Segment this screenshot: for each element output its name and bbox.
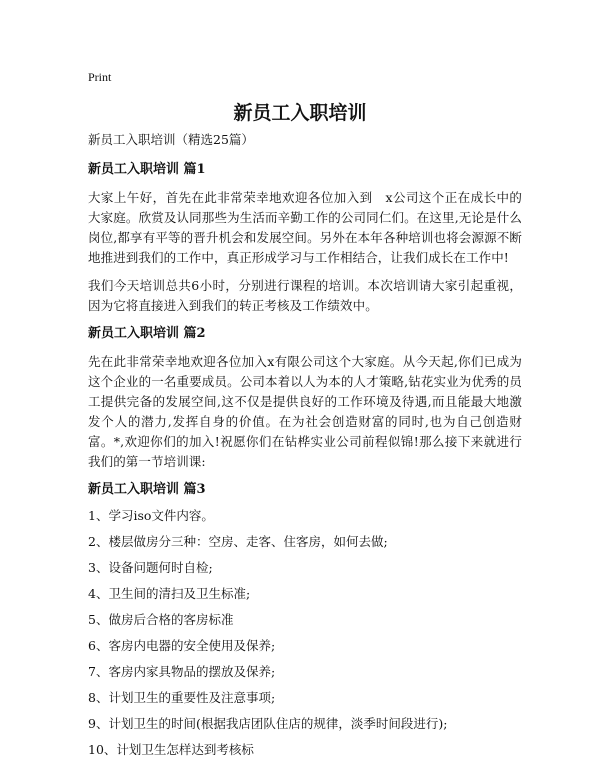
section-1-paragraph-2: 我们今天培训总共6小时，分别进行课程的培训。本次培训请大家引起重视，因为它将直接进入到我们的转正考核及工作绩效中。 xyxy=(88,278,522,313)
list-item: 2、楼层做房分三种：空房、走客、住客房，如何去做; xyxy=(88,534,388,549)
section-heading-1: 新员工入职培训 篇1 xyxy=(88,162,206,177)
print-link[interactable]: Print xyxy=(88,70,112,84)
list-item: 4、卫生间的清扫及卫生标准; xyxy=(88,586,251,601)
section-3-list xyxy=(88,508,522,758)
section-heading-3: 新员工入职培训 篇3 xyxy=(88,482,206,497)
list-item: 5、做房后合格的客房标准 xyxy=(88,612,234,627)
list-item: 6、客房内电器的安全使用及保养; xyxy=(88,638,276,653)
list-item: 9、计划卫生的时间(根据我店团队住店的规律，淡季时间段进行); xyxy=(88,716,448,731)
section-1-paragraph-1: 大家上午好，首先在此非常荣幸地欢迎各位加入到 x公司这个正在成长中的大家庭。欣赏及认同那些为生活而辛勤工作的公司同仁们。在这里,无论是什么岗位,都享有平等的晋升机会和发展空间。另外在本年各种培训也将会源源不断地推进到我们的工作中，真正形成学习与工作相结合，让我们成长在工作中! xyxy=(88,190,522,265)
article-body xyxy=(88,130,522,768)
section-2-paragraph-1: 先在此非常荣幸地欢迎各位加入x有限公司这个大家庭。从今天起,你们已成为这个企业的一名重要成员。公司本着以人为本的人才策略,钻花实业为优秀的员工提供完备的发展空间,这不仅是提供良好的工作环境及待遇,而且能最大地激发个人的潜力,发挥自身的价值。在为社会创造财富的同时,也为自己创造财富。*,欢迎你们的加入!祝愿你们在钻桦实业公司前程似锦!那么接下来就进行我们的第一节培训课: xyxy=(88,354,522,469)
list-item: 10、计划卫生怎样达到考核标 xyxy=(88,742,254,757)
list-item: 3、设备问题何时自检; xyxy=(88,560,213,575)
section-heading-2: 新员工入职培训 篇2 xyxy=(88,326,206,341)
list-item: 7、客房内家具物品的摆放及保养; xyxy=(88,664,276,679)
article-subtitle: 新员工入职培训（精选25篇） xyxy=(88,132,254,147)
list-item: 1、学习iso文件内容。 xyxy=(88,508,214,523)
page-title: 新员工入职培训 xyxy=(233,102,367,124)
list-item: 8、计划卫生的重要性及注意事项; xyxy=(88,690,276,705)
